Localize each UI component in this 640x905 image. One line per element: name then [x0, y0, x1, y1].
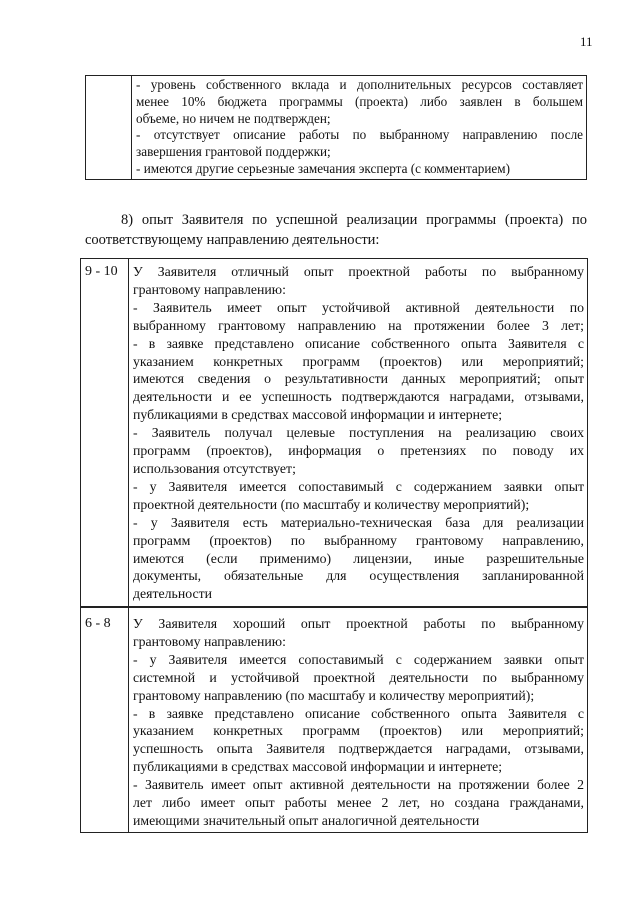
table-row	[81, 607, 588, 832]
text-line: грантовому направлению (по масштабу и количеству мероприятий);	[133, 687, 535, 703]
text-line: имеющими значительный опыт аналогичной деятельности	[133, 812, 480, 828]
text-line: У Заявителя хороший опыт проектной работы по выбранному	[133, 616, 584, 631]
table-row	[86, 76, 587, 180]
scoring-table-continued	[85, 75, 587, 180]
criterion-heading	[85, 210, 587, 250]
text-line: выбранному грантовому направлению на протяжении более 3 лет;	[133, 317, 584, 333]
score-cell: 9 - 10	[81, 259, 129, 608]
text-line: - в заявке представлено описание собственного опыта Заявителя с	[133, 335, 584, 351]
text-line: указанием конкретных программ (проектов) или мероприятий;	[133, 353, 584, 369]
text-line: менее 10% бюджета программы (проекта) либо заявлен в большем	[136, 93, 583, 109]
text-line: - в заявке представлено описание собственного опыта Заявителя с	[133, 705, 584, 721]
text-line: - у Заявителя есть материально-техническая база для реализации	[133, 514, 584, 530]
page-number: 11	[580, 34, 593, 49]
criterion-line: соответствующему направлению деятельности:	[85, 232, 380, 248]
text-line: завершения грантовой поддержки;	[136, 144, 331, 160]
text-line: указанием конкретных программ (проектов) или мероприятий;	[133, 723, 584, 739]
text-line: имеются (если применимо) лицензии, иные разрешительные	[133, 550, 584, 566]
text-line: успешность опыта Заявителя подтверждается наградами, отзывами,	[133, 741, 584, 757]
text-line: публикациями в средствах массовой информации и интернете;	[133, 407, 503, 423]
score-cell: 6 - 8	[81, 607, 129, 832]
text-line: У Заявителя отличный опыт проектной работы по выбранному	[133, 264, 584, 279]
text-line: грантовому направлению:	[133, 281, 286, 297]
text-line: - у Заявителя имеется сопоставимый с содержанием заявки опыт	[133, 478, 584, 494]
scoring-table	[80, 258, 588, 833]
text-line: программ (проектов) по выбранному грантовому направлению,	[133, 532, 584, 548]
text-line: грантовому направлению:	[133, 633, 286, 649]
table-row	[81, 259, 588, 608]
criteria-cell	[129, 607, 588, 832]
text-line: документы, обязательные для осуществления запланированной	[133, 568, 584, 584]
text-line: деятельности	[133, 586, 212, 602]
text-line: - Заявитель получал целевые поступления на реализацию своих	[133, 425, 584, 441]
text-line: имеются сведения о результативности данных мероприятий; опыт	[133, 371, 584, 387]
text-line: проектной деятельности (по масштабу и количеству мероприятий);	[133, 496, 530, 512]
text-line: системной и устойчивой проектной деятельности по выбранному	[133, 669, 584, 685]
criterion-line: 8) опыт Заявителя по успешной реализации программы (проекта) по	[121, 212, 587, 228]
text-line: - Заявитель имеет опыт устойчивой активной деятельности по	[133, 299, 584, 315]
text-line: - Заявитель имеет опыт активной деятельности на протяжении более 2	[133, 777, 584, 793]
text-line: использования отсутствует;	[133, 460, 296, 476]
criteria-cell	[132, 76, 587, 180]
text-line: - имеются другие серьезные замечания эксперта (с комментарием)	[136, 160, 511, 176]
text-line: деятельности и ее успешность подтверждаются наградами, отзывами,	[133, 389, 584, 405]
text-line: - уровень собственного вклада и дополнительных ресурсов составляет	[136, 77, 583, 92]
text-line: объеме, но ничем не подтвержден;	[136, 110, 331, 126]
score-cell	[86, 76, 132, 180]
text-line: - у Заявителя имеется сопоставимый с содержанием заявки опыт	[133, 651, 584, 667]
text-line: публикациями в средствах массовой информации и интернете;	[133, 759, 503, 775]
text-line: лет либо имеет опыт работы менее 2 лет, но создана гражданами,	[133, 795, 584, 811]
text-line: - отсутствует описание работы по выбранному направлению после	[136, 127, 583, 143]
text-line: программ (проектов), информация о претензиях по поводу их	[133, 443, 584, 459]
criteria-cell	[129, 259, 588, 608]
